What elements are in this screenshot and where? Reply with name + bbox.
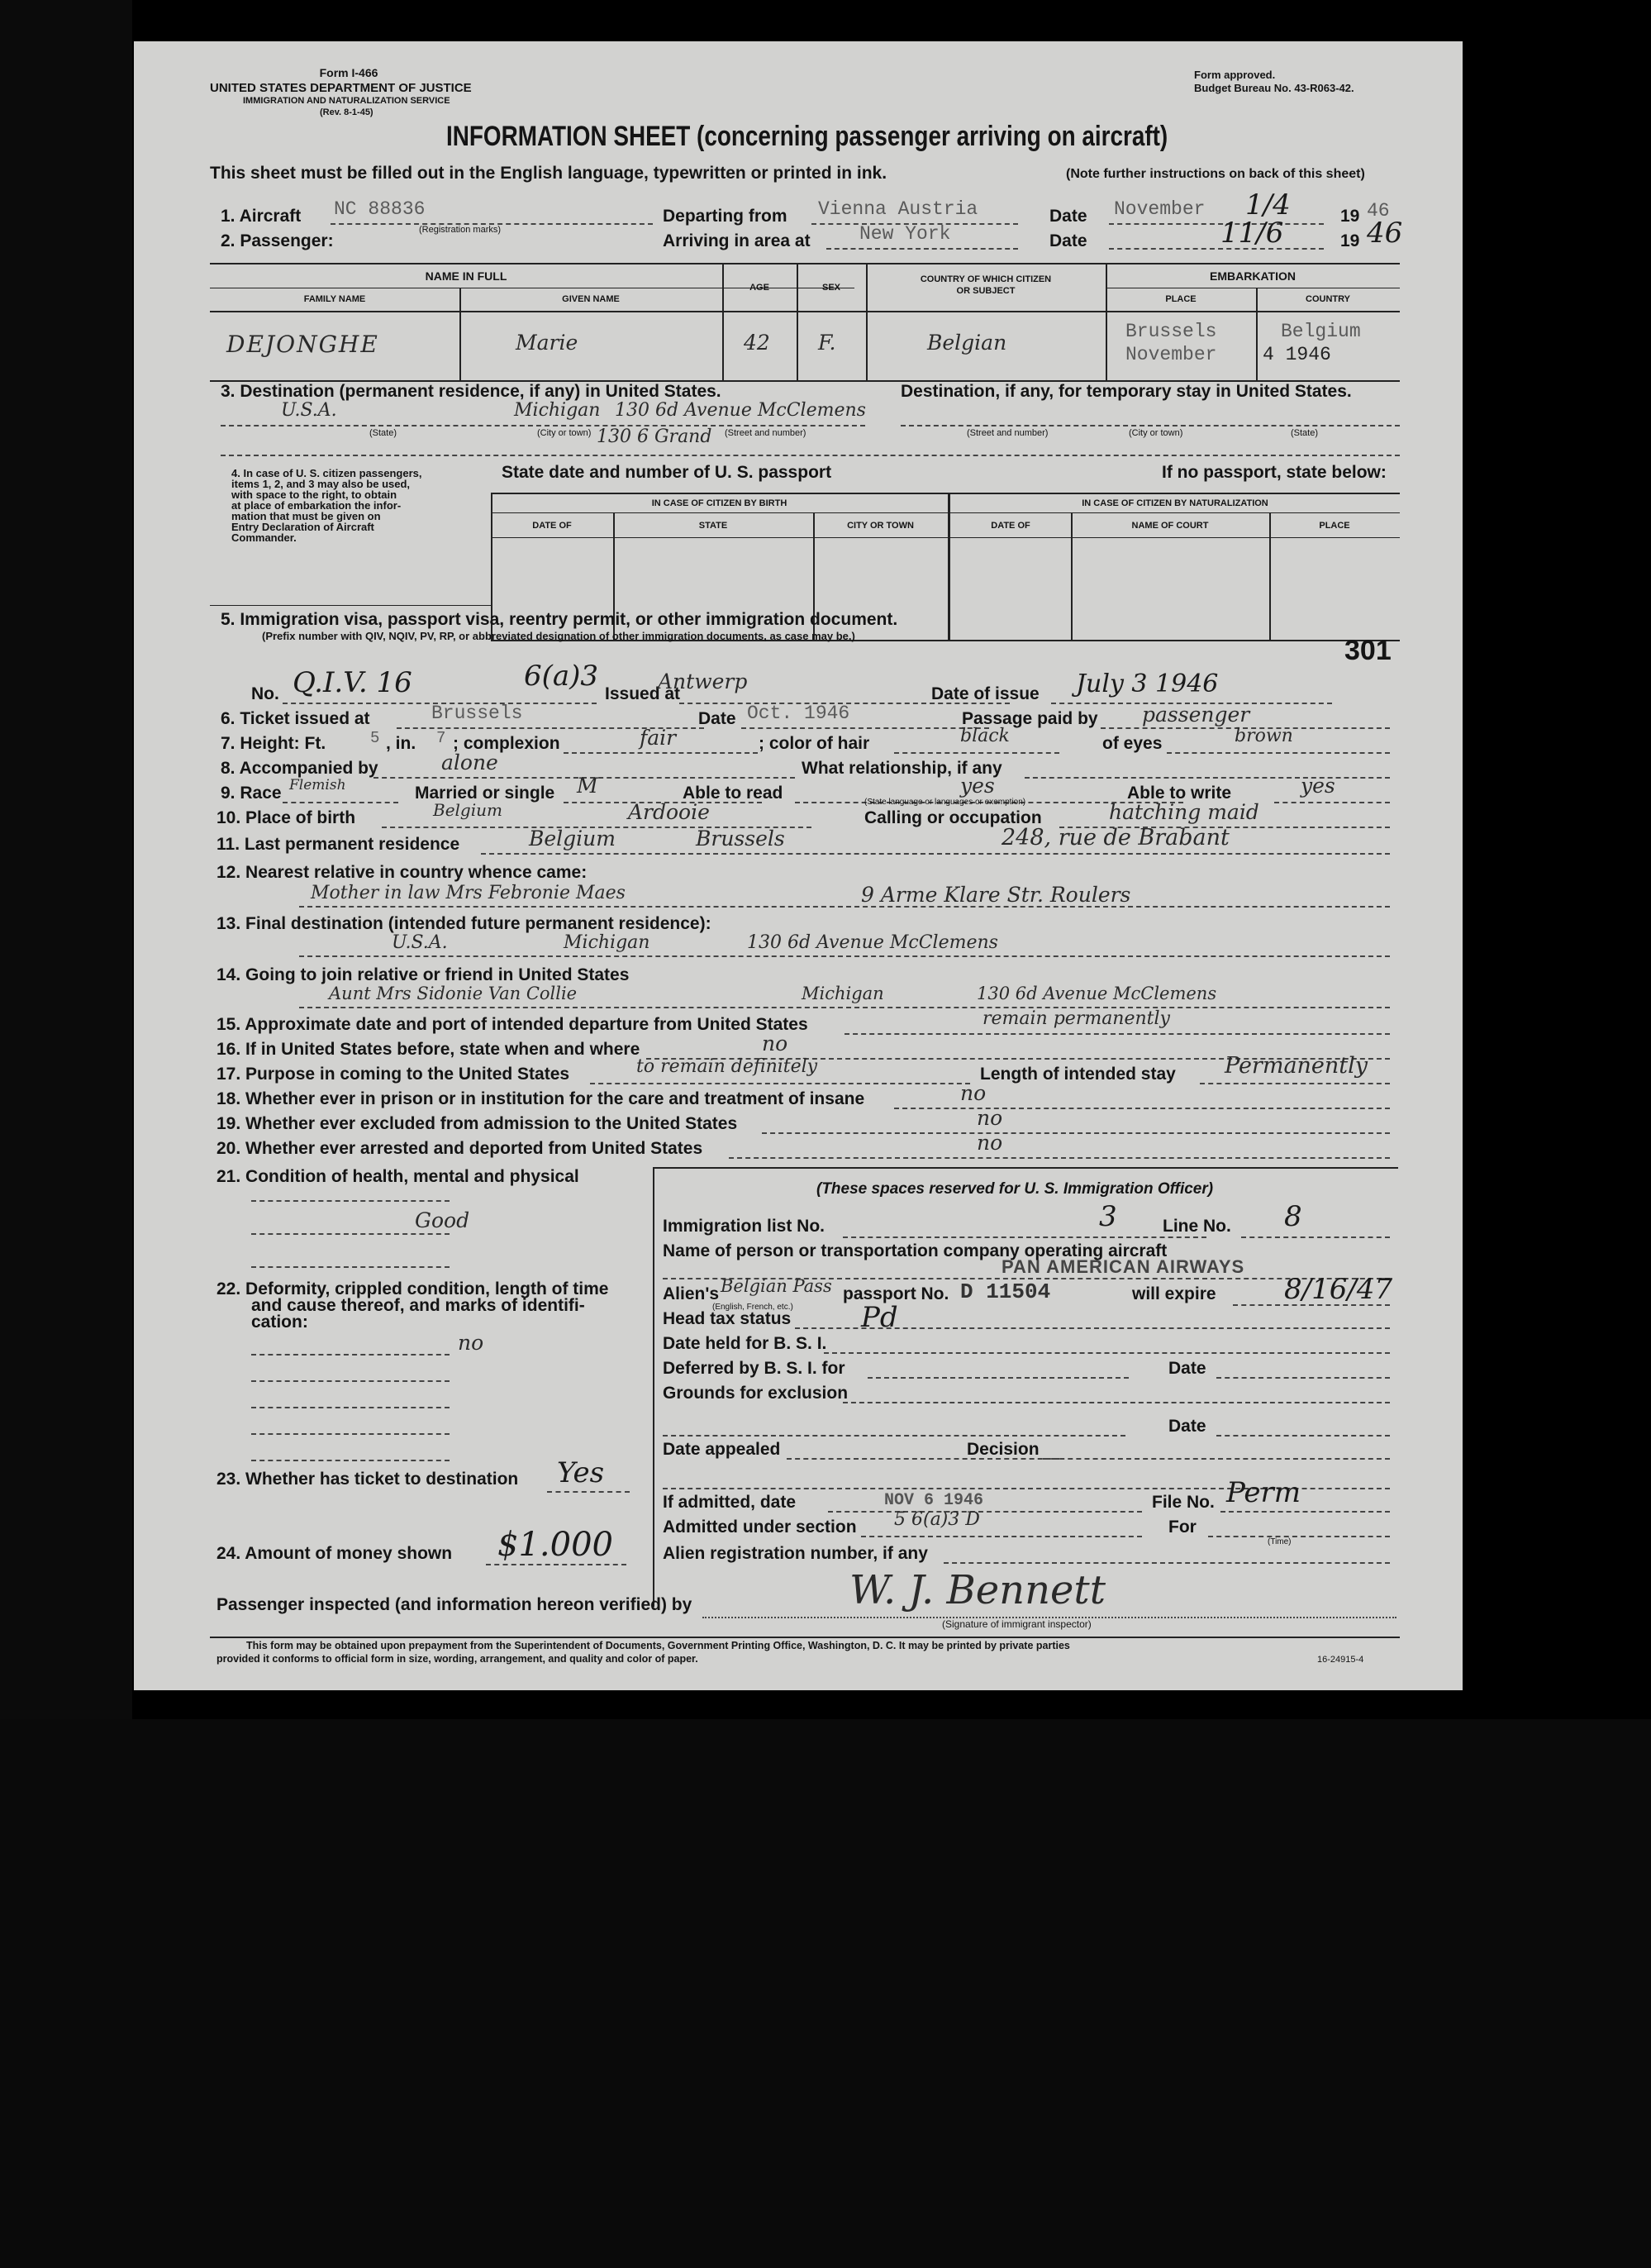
married-value: M [577, 774, 598, 798]
citizen-header-1: COUNTRY OF WHICH CITIZEN [920, 274, 1052, 284]
departure-value: remain permanently [983, 1008, 1170, 1029]
alien-note: (English, French, etc.) [712, 1303, 793, 1312]
ticket-dest-value: Yes [557, 1456, 605, 1489]
relative-label: 12. Nearest relative in country whence came: [216, 863, 588, 882]
final-state-value: U.S.A. [392, 932, 448, 953]
temp-city-note: (City or town) [1129, 428, 1183, 438]
departure-label: 15. Approximate date and port of intended departure from United States [216, 1015, 808, 1034]
race-label: 9. Race [221, 784, 282, 803]
scan-background-bottom [0, 1719, 1651, 2268]
registration-line [944, 1562, 1390, 1564]
race-value: Flemish [289, 777, 346, 793]
footer-rule [210, 1637, 1400, 1638]
destination-label: 3. Destination (permanent residence, if any) in United States. [221, 382, 721, 401]
headtax-label: Head tax status [663, 1309, 792, 1328]
health-line-1 [251, 1200, 450, 1202]
married-label: Married or single [415, 784, 555, 803]
final-dest-line [299, 955, 1390, 957]
residence-country-value: Belgium [529, 827, 616, 850]
embark-country-value: Belgium [1281, 321, 1361, 342]
ticket-label: 6. Ticket issued at [221, 709, 370, 728]
ticket-place-value: Brussels [431, 703, 523, 724]
name-in-full-header: NAME IN FULL [425, 269, 507, 283]
line-label: Line No. [1163, 1217, 1231, 1236]
section-line [861, 1536, 1142, 1537]
arriving-line [826, 248, 1018, 250]
complexion-value: fair [640, 726, 677, 750]
height-in-value: 7 [436, 729, 446, 747]
birth-city-value: Ardooie [628, 800, 710, 824]
country-header: COUNTRY [1306, 294, 1350, 304]
height-in-label: , in. [386, 734, 416, 753]
deported-line [729, 1157, 1390, 1159]
grounds-label: Grounds for exclusion [663, 1384, 849, 1403]
given-name-header: GIVEN NAME [562, 294, 620, 304]
admitted-label: If admitted, date [663, 1493, 797, 1512]
instruction-text: This sheet must be filled out in the English language, typewritten or printed in ink. [210, 164, 887, 183]
purpose-value: to remain definitely [636, 1056, 818, 1077]
date2-handwritten: 11/6 [1220, 217, 1284, 250]
visa-prefix-note: (Prefix number with QIV, NQIV, PV, RP, or abbreviated designation of other immigration documents, as case may be.) [262, 630, 855, 642]
deformity-line-2 [251, 1380, 450, 1382]
section-label: Admitted under section [663, 1518, 857, 1537]
family-name-value: DEJONGHE [226, 331, 379, 358]
decision-line [1043, 1458, 1390, 1460]
write-line [1274, 802, 1390, 803]
dest-street-correction: 130 6 Grand [597, 426, 712, 447]
visa-number-part2: 6(a)3 [524, 660, 599, 693]
paid-by-value: passenger [1142, 703, 1250, 727]
date2-label: Date [1049, 231, 1087, 250]
write-value: yes [1301, 774, 1335, 798]
decision-label: Decision [967, 1440, 1040, 1459]
list-label: Immigration list No. [663, 1217, 826, 1236]
final-dest-label: 13. Final destination (intended future permanent residence): [216, 914, 711, 933]
alien-passport-value: D 11504 [960, 1279, 1051, 1304]
relative-address-value: 9 Arme Klare Str. Roulers [861, 883, 1131, 907]
fine-print-1: This form may be obtained upon prepayment from the Superintendent of Documents, Government Printing Office, Washington, D. C. It may be printed by private parties [246, 1640, 1070, 1651]
stay-label: Length of intended stay [980, 1065, 1176, 1084]
visa-no-label: No. [251, 684, 279, 703]
form-code: 16-24915-4 [1317, 1655, 1364, 1665]
joining-value: Aunt Mrs Sidonie Van Collie [329, 984, 578, 1003]
deferred-line [868, 1377, 1129, 1379]
birth-city-col: CITY OR TOWN [847, 521, 914, 531]
height-ft-value: 5 [370, 729, 380, 747]
nat-place-col: PLACE [1319, 521, 1350, 531]
citizen-value: Belgian [927, 331, 1007, 355]
list-line [843, 1236, 1206, 1238]
prison-label: 18. Whether ever in prison or in institution for the care and treatment of insane [216, 1089, 865, 1108]
before-label: 16. If in United States before, state when and where [216, 1040, 640, 1059]
visa-number: Q.I.V. 16 [293, 666, 412, 699]
table-divider-3 [797, 263, 798, 380]
read-value: yes [960, 774, 995, 798]
relationship-label: What relationship, if any [802, 759, 1002, 778]
passport-sub-rule [491, 512, 1400, 513]
departing-label: Departing from [663, 207, 787, 226]
ticket-dest-label: 23. Whether has ticket to destination [216, 1470, 519, 1489]
embark-month-value: November [1125, 344, 1217, 365]
form-approved: Form approved. [1194, 69, 1276, 81]
year2-label: 19 [1340, 231, 1360, 250]
dest-second-line [221, 455, 1400, 456]
ticket-date-line [741, 727, 989, 729]
signature-note: (Signature of immigrant inspector) [942, 1618, 1092, 1630]
height-label: 7. Height: Ft. [221, 734, 326, 753]
joining-state-value: Michigan [802, 984, 884, 1003]
deferred-date-label: Date [1168, 1359, 1206, 1378]
passport-state-date-label: State date and number of U. S. passport [502, 463, 832, 482]
grounds-date-line [1216, 1435, 1390, 1437]
residence-line [481, 853, 1390, 855]
citizen-by-naturalization-header: IN CASE OF CITIZEN BY NATURALIZATION [1082, 498, 1268, 508]
health-line-3 [251, 1266, 450, 1268]
paid-by-label: Passage paid by [962, 709, 1098, 728]
age-header: AGE [749, 283, 769, 293]
year2-value: 46 [1367, 217, 1403, 250]
date-issue-value: July 3 1946 [1076, 669, 1219, 698]
grounds-line [843, 1402, 1390, 1403]
calling-label: Calling or occupation [864, 808, 1042, 827]
no-passport-label: If no passport, state below: [1162, 463, 1387, 482]
joining-line [299, 1007, 1390, 1008]
citizen-header-2: OR SUBJECT [956, 286, 1016, 296]
deported-value: no [977, 1131, 1003, 1155]
deformity-label: 22. Deformity, crippled condition, length of time and cause thereof, and marks of identifi- cation: [216, 1279, 609, 1332]
line-value: 8 [1284, 1200, 1302, 1233]
inspector-signature: W. J. Bennett [849, 1567, 1106, 1613]
dest-line [221, 425, 865, 426]
ticket-date-value: Oct. 1946 [747, 703, 850, 724]
dest-state-note: (State) [369, 428, 397, 438]
passport-instructions: 4. In case of U. S. citizen passengers, items 1, 2, and 3 may also be used, with space to the right, to obtain at place of embarkation the infor- mation that must be given on Entry Declaration of Aircraft Commander. [231, 467, 422, 544]
information-sheet [134, 41, 1463, 1690]
deformity-line-5 [251, 1460, 450, 1461]
grounds-line-2 [663, 1435, 1125, 1437]
prison-line [894, 1108, 1390, 1109]
temp-dest-line [901, 425, 1400, 426]
passport-top-rule [491, 493, 1400, 494]
hair-label: ; color of hair [759, 734, 870, 753]
passport-col-3 [1071, 512, 1073, 641]
money-line [486, 1564, 626, 1565]
passport-left-rule [210, 605, 491, 606]
passenger-label: 2. Passenger: [221, 231, 334, 250]
fine-print-2: provided it conforms to official form in size, wording, arrangement, and quality and color of paper. [216, 1653, 698, 1665]
appealed-label: Date appealed [663, 1440, 781, 1459]
residence-label: 11. Last permanent residence [216, 835, 460, 854]
excluded-line [762, 1132, 1390, 1134]
read-label: Able to read [683, 784, 783, 803]
file-line [1220, 1511, 1390, 1513]
company-value: PAN AMERICAN AIRWAYS [1002, 1256, 1245, 1277]
service-name: IMMIGRATION AND NATURALIZATION SERVICE [243, 96, 450, 106]
alien-passport-label: passport No. [843, 1284, 949, 1303]
given-name-value: Marie [516, 331, 578, 355]
relative-value: Mother in law Mrs Febronie Maes [311, 883, 626, 903]
temp-state-note: (State) [1291, 428, 1319, 438]
expire-line [1233, 1304, 1390, 1306]
year1-value: 46 [1367, 200, 1390, 222]
family-name-header: FAMILY NAME [303, 294, 366, 304]
date2-line [1109, 248, 1324, 250]
prison-value: no [960, 1081, 987, 1105]
deformity-line-3 [251, 1407, 450, 1408]
inspected-label: Passenger inspected (and information hereon verified) by [216, 1595, 692, 1614]
table-top-rule [210, 263, 1400, 264]
held-label: Date held for B. S. I. [663, 1334, 827, 1353]
visa-label: 5. Immigration visa, passport visa, reentry permit, or other immigration document. [221, 610, 898, 629]
alien-label: Alien's [663, 1284, 720, 1303]
for-label: For [1168, 1518, 1197, 1537]
arriving-value: New York [859, 223, 951, 245]
alien-value: Belgian Pass [721, 1276, 832, 1296]
embark-date-value: 4 1946 [1263, 344, 1331, 365]
health-label: 21. Condition of health, mental and physical [216, 1167, 579, 1186]
headtax-value: Pd [861, 1301, 898, 1334]
page-title: INFORMATION SHEET (concerning passenger arriving on aircraft) [446, 121, 1168, 152]
residence-street-value: 248, rue de Brabant [1002, 825, 1230, 850]
admitted-date-value: NOV 6 1946 [884, 1491, 984, 1510]
money-label: 24. Amount of money shown [216, 1544, 453, 1563]
health-line-2 [251, 1233, 450, 1235]
citizen-by-birth-header: IN CASE OF CITIZEN BY BIRTH [651, 498, 787, 508]
purpose-line [590, 1083, 970, 1084]
deferred-date-line [1216, 1377, 1390, 1379]
embark-place-value: Brussels [1125, 321, 1217, 342]
birth-state-col: STATE [698, 521, 728, 531]
health-value: Good [415, 1208, 470, 1232]
residence-city-value: Brussels [696, 827, 785, 850]
registration-note: (Registration marks) [419, 225, 502, 235]
before-value: no [762, 1032, 788, 1055]
birth-label: 10. Place of birth [216, 808, 356, 827]
temp-destination-label: Destination, if any, for temporary stay in United States. [901, 382, 1352, 401]
excluded-value: no [977, 1106, 1003, 1130]
dest-city-value: Michigan [514, 400, 601, 421]
form-number: Form I-466 [319, 66, 378, 79]
admitted-line [828, 1511, 1142, 1513]
ticket-date-label: Date [698, 709, 736, 728]
grounds-date-label: Date [1168, 1417, 1206, 1436]
final-city-value: Michigan [564, 932, 650, 953]
deformity-line-1 [251, 1354, 450, 1356]
date1-handwritten: 1/4 [1245, 188, 1291, 222]
passport-col-rule [491, 537, 1400, 538]
sex-header: SEX [821, 283, 840, 293]
write-label: Able to write [1127, 784, 1232, 803]
stay-value: Permanently [1225, 1053, 1368, 1079]
arriving-label: Arriving in area at [663, 231, 811, 250]
headtax-line [795, 1327, 1390, 1329]
for-value: Perm [1226, 1476, 1301, 1509]
joining-label: 14. Going to join relative or friend in United States [216, 965, 630, 984]
embarkation-header: EMBARKATION [1210, 269, 1296, 283]
expire-value: 8/16/47 [1284, 1273, 1393, 1306]
eyes-line [1167, 752, 1390, 754]
for-line [1208, 1536, 1390, 1537]
temp-street-note: (Street and number) [967, 428, 1049, 438]
hair-line [894, 752, 1059, 754]
hair-value: black [960, 726, 1010, 746]
dest-city-note: (City or town) [537, 428, 592, 438]
complexion-label: ; complexion [453, 734, 560, 753]
birth-country-value: Belgium [433, 800, 502, 820]
expire-label: will expire [1132, 1284, 1216, 1303]
joining-street-value: 130 6d Avenue McClemens [977, 984, 1217, 1003]
departing-value: Vienna Austria [818, 198, 978, 220]
section-value: 5 6(a)3 D [894, 1509, 980, 1530]
relative-line [299, 906, 1390, 908]
date1-value: November [1114, 198, 1206, 220]
age-value: 42 [744, 331, 770, 355]
complexion-line [564, 752, 758, 754]
line-line [1241, 1236, 1390, 1238]
issued-at-value: Antwerp [658, 669, 748, 693]
dest-street-note: (Street and number) [725, 428, 806, 438]
issued-at-label: Issued at [605, 684, 681, 703]
stamp-number: 301 [1344, 635, 1392, 666]
deformity-value: no [458, 1331, 484, 1355]
revision-date: (Rev. 8-1-45) [320, 107, 373, 117]
sex-value: F. [818, 331, 836, 355]
accompanied-label: 8. Accompanied by [221, 759, 378, 778]
calling-note: (State language or languages or exemption) [864, 798, 1026, 807]
excluded-label: 19. Whether ever excluded from admission to the United States [216, 1114, 738, 1133]
table-divider-2 [722, 263, 724, 380]
eyes-label: of eyes [1102, 734, 1163, 753]
purpose-label: 17. Purpose in coming to the United States [216, 1065, 570, 1084]
dest-street-value: 130 6d Avenue McClemens [615, 400, 866, 421]
deported-label: 20. Whether ever arrested and deported from United States [216, 1139, 703, 1158]
deferred-label: Deferred by B. S. I. for [663, 1359, 845, 1378]
officer-reserved-note: (These spaces reserved for U. S. Immigration Officer) [816, 1180, 1214, 1198]
birth-date-col: DATE OF [532, 521, 572, 531]
held-line [824, 1352, 1390, 1354]
list-value: 3 [1099, 1200, 1117, 1233]
company-label: Name of person or transportation company operating aircraft [663, 1241, 1168, 1260]
eyes-value: brown [1235, 726, 1293, 746]
date-issue-label: Date of issue [931, 684, 1040, 703]
money-value: $1.000 [497, 1526, 613, 1564]
nat-date-col: DATE OF [991, 521, 1030, 531]
calling-value: hatching maid [1109, 800, 1259, 824]
ticket-dest-line [547, 1491, 630, 1493]
passport-col-4 [1269, 512, 1271, 641]
nat-court-col: NAME OF COURT [1131, 521, 1209, 531]
accompanied-value: alone [441, 750, 498, 774]
aircraft-label: 1. Aircraft [221, 207, 302, 226]
table-header-rule [210, 311, 1400, 312]
department-name: UNITED STATES DEPARTMENT OF JUSTICE [210, 81, 472, 95]
departure-line [845, 1033, 1390, 1035]
aircraft-value: NC 88836 [334, 198, 426, 220]
date1-label: Date [1049, 207, 1087, 226]
budget-bureau: Budget Bureau No. 43-R063-42. [1194, 82, 1354, 94]
race-line [283, 802, 398, 803]
passport-middle-divider [948, 493, 950, 641]
dest-state-value: U.S.A. [281, 400, 337, 421]
time-note: (Time) [1268, 1537, 1292, 1546]
year1-label: 19 [1340, 207, 1360, 226]
final-street-value: 130 6d Avenue McClemens [747, 932, 998, 953]
registration-label: Alien registration number, if any [663, 1544, 928, 1563]
deformity-line-4 [251, 1433, 450, 1435]
file-label: File No. [1152, 1493, 1215, 1512]
place-header: PLACE [1165, 294, 1197, 304]
note-text: (Note further instructions on back of this sheet) [1066, 167, 1365, 181]
date1-line [1109, 223, 1324, 225]
stay-line [1200, 1083, 1390, 1084]
